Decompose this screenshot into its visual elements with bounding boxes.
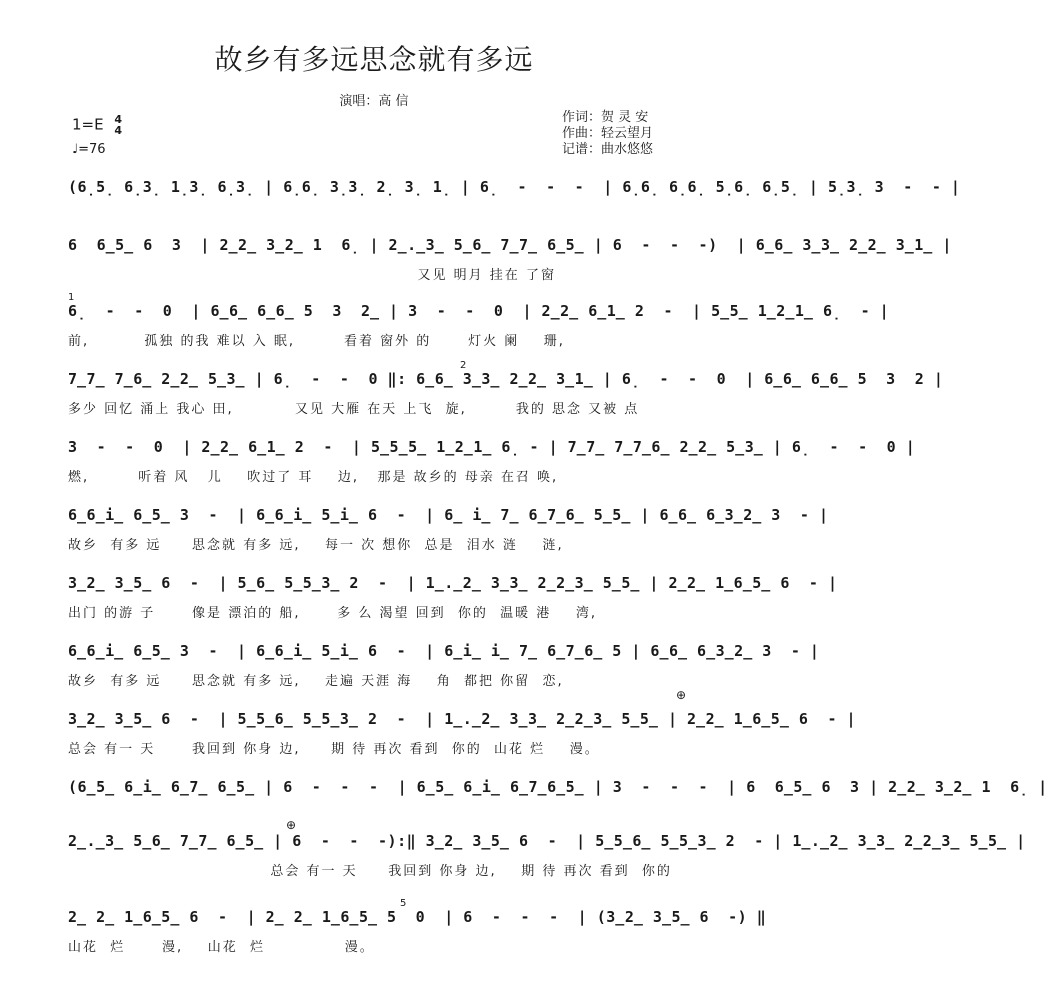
lyrics-line: 又见 明月 挂在 了窗 (68, 268, 556, 283)
score-row (68, 710, 857, 757)
notes-line: (6̣5̣ 6̣3̣ 1̣3̣ 6̣3̣ | 6̣6̣ 3̣3̣ 2̣ 3̣ 1̣ | 6̣ - - - | 6̣6̣ 6̣6̣ 5̣6̣ 6̣5̣ | 5̣3̣ 3 - - | (68, 178, 961, 196)
lyrics-line: 故乡 有多 远 思念就 有多 远, 走遍 天涯 海 角 都把 你留 恋, (68, 674, 564, 689)
score-row (68, 178, 961, 224)
key-label: 1=E (72, 115, 104, 134)
notes-line: 6 6̲5̲ 6 3 | 2̲2̲ 3̲2̲ 1 6̣ | 2̲.̲3̲ 5̲6̲ 7̲7̲ 6̲5̲ | 6 - - -) | 6̲6̲ 3̲3̲ 2̲2̲ 3̲1̲ | (68, 236, 952, 254)
lyrics-line (68, 206, 688, 224)
lyrics-line: 燃, 听着 风 儿 吹过了 耳 边, 那是 故乡的 母亲 在召 唤, (68, 470, 559, 485)
notes-line: 7̲7̲ 7̲6̲ 2̲2̲ 5̲3̲ | 6̣ - - 0 ‖: 6̲6̲ 3̲3̲ 2̲2̲ 3̲1̲ | 6̣ - - 0 | 6̲6̲ 6̲6̲ 5 3 2 | (68, 370, 944, 388)
lyrics-line: 多少 回忆 涌上 我心 田, 又见 大雁 在天 上飞 旋, 我的 思念 又被 点 (68, 402, 640, 417)
time-sig-bottom: 4 (114, 124, 123, 137)
score-row (68, 574, 838, 621)
score-row (68, 642, 820, 689)
notes-line: 2̲.̲3̲ 5̲6̲ 7̲7̲ 6̲5̲ | 6 - - -):‖ 3̲2̲ 3̲5̲ 6 - | 5̲5̲6̲ 5̲5̲3̲ 2 - | 1̲.̲2̲ 3̲3̲ 2̲2̲3̲ 5̲5̲ | (68, 832, 1026, 850)
score-row (68, 908, 767, 955)
notes-line: 2̲ 2̲ 1̲6̲5̲ 6 - | 2̲ 2̲ 1̲6̲5̲ 5 0 | 6 - - - | (3̲2̲ 3̲5̲ 6 -) ‖ (68, 908, 767, 926)
lyrics-line (68, 806, 688, 824)
coda-icon: ⊕ (676, 688, 687, 702)
coda-icon: ⊕ (286, 818, 297, 832)
score-row (68, 302, 890, 349)
lyrics-line: 山花 烂 漫, 山花 烂 漫。 (68, 940, 375, 955)
singer-line: 演唱：高 信 (339, 94, 409, 109)
fermata-5-marker: 5 (400, 898, 407, 909)
score-row (68, 438, 916, 485)
lyrics-line: 总会 有一 天 我回到 你身 边, 期 待 再次 看到 你的 山花 烂 漫。 (68, 742, 600, 757)
lyrics-line: 前, 孤独 的我 难以 入 眠, 看着 窗外 的 灯火 阑 珊, (68, 334, 565, 349)
score-row (68, 832, 1026, 879)
time-signature (114, 114, 122, 136)
notes-line: 3̲2̲ 3̲5̲ 6 - | 5̲6̲ 5̲5̲3̲ 2 - | 1̲.̲2̲ 3̲3̲ 2̲2̲3̲ 5̲5̲ | 2̲2̲ 1̲6̲5̲ 6 - | (68, 574, 838, 592)
notes-line: 6̲6̲i̲ 6̲5̲ 3 - | 6̲6̲i̲ 5̲i̲ 6 - | 6̲ i̲ 7̲ 6̲7̲6̲ 5̲5̲ | 6̲6̲ 6̲3̲2̲ 3 - | (68, 506, 829, 524)
volta-1-marker: 1 (68, 292, 75, 303)
time-sig-top: 4 (114, 113, 123, 126)
credit-transcriber: 记谱：曲水悠悠 (562, 142, 654, 157)
score-row (68, 370, 944, 417)
notes-line: (6̲5̲ 6̲i̲ 6̲7̲ 6̲5̲ | 6 - - - | 6̲5̲ 6̲i̲ 6̲7̲6̲5̲ | 3 - - - | 6 6̲5̲ 6 3 | 2̲2̲ 3̲2̲ 1 6̣ | (68, 778, 1048, 796)
notes-line: 3̲2̲ 3̲5̲ 6 - | 5̲5̲6̲ 5̲5̲3̲ 2 - | 1̲.̲2̲ 3̲3̲ 2̲2̲3̲ 5̲5̲ | 2̲2̲ 1̲6̲5̲ 6 - | (68, 710, 857, 728)
lyrics-line: 总会 有一 天 我回到 你身 边, 期 待 再次 看到 你的 (68, 864, 672, 879)
credit-composer: 作曲：轻云望月 (562, 126, 654, 141)
score-row (68, 778, 1048, 824)
score-row (68, 236, 952, 283)
credit-lyricist: 作词：贺 灵 安 (562, 110, 649, 125)
key-signature (72, 114, 122, 136)
tempo-marking: ♩=76 (72, 142, 106, 157)
notes-line: 3 - - 0 | 2̲2̲ 6̲1̲ 2 - | 5̲5̲5̲ 1̲2̲1̲ 6̣ - | 7̲7̲ 7̲7̲6̲ 2̲2̲ 5̲3̲ | 6̣ - - 0 | (68, 438, 916, 456)
volta-2-marker: 2 (460, 360, 467, 371)
song-title: 故乡有多远思念就有多远 (214, 43, 534, 76)
lyrics-line: 出门 的游 子 像是 漂泊的 船, 多 么 渴望 回到 你的 温暖 港 湾, (68, 606, 597, 621)
notes-line: 6̣ - - 0 | 6̲6̲ 6̲6̲ 5 3 2̲ | 3 - - 0 | 2̲2̲ 6̲1̲ 2 - | 5̲5̲ 1̲2̲1̲ 6̣ - | (68, 302, 890, 320)
lyrics-line: 故乡 有多 远 思念就 有多 远, 每一 次 想你 总是 泪水 涟 涟, (68, 538, 564, 553)
notes-line: 6̲6̲i̲ 6̲5̲ 3 - | 6̲6̲i̲ 5̲i̲ 6 - | 6̲i̲ i̲ 7̲ 6̲7̲6̲ 5 | 6̲6̲ 6̲3̲2̲ 3 - | (68, 642, 820, 660)
credits-block (562, 110, 653, 158)
score-row (68, 506, 829, 553)
